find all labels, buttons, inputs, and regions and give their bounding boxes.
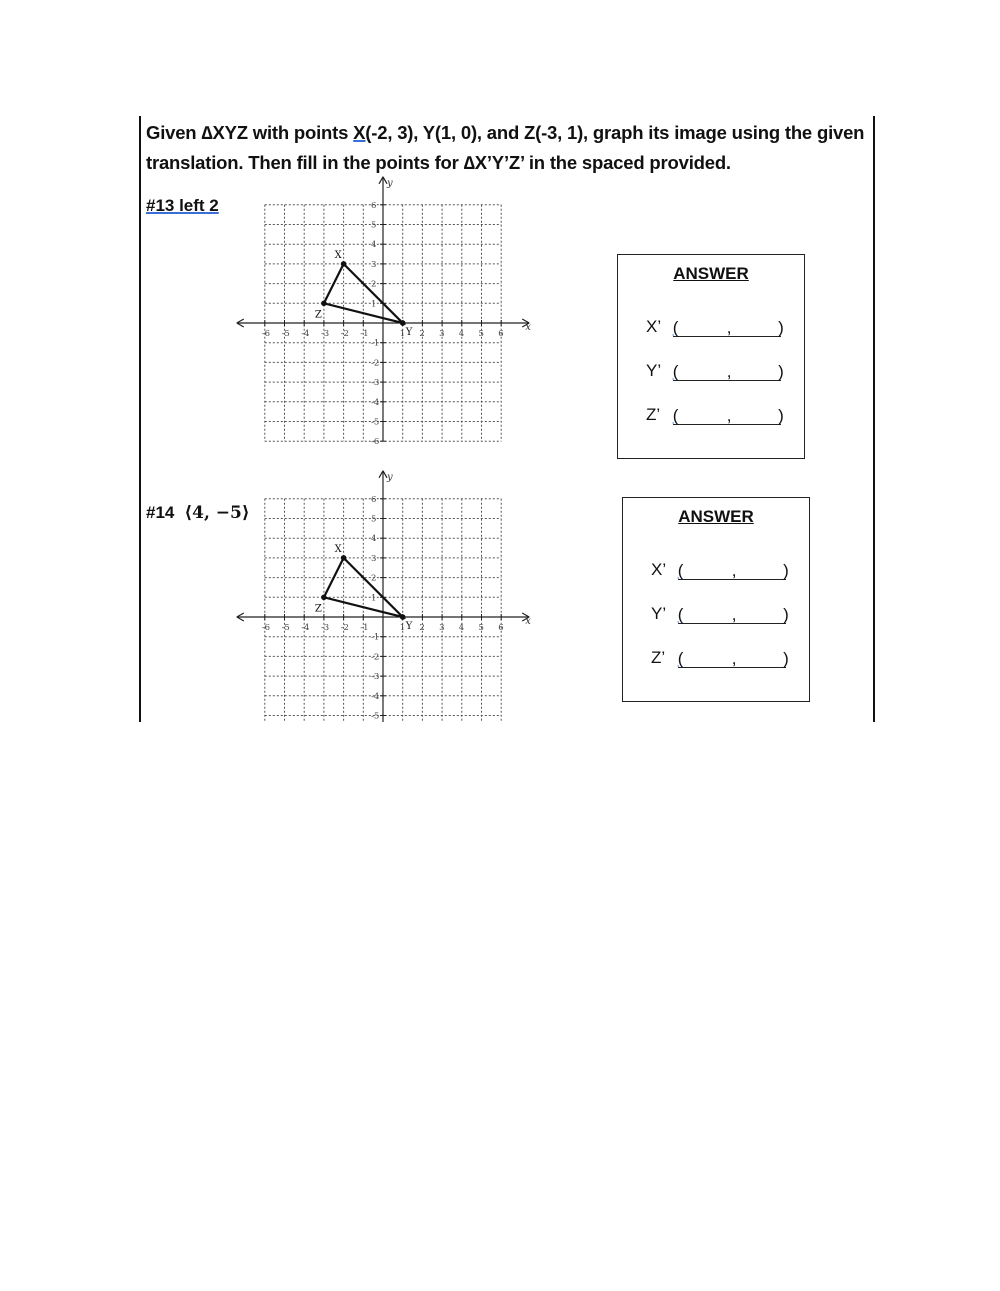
x-tick-label: -1	[360, 623, 369, 633]
answer-box-13	[617, 254, 805, 459]
x-tick-label: -5	[281, 623, 290, 633]
right-border	[873, 116, 875, 722]
answer-row-z-prime: Z’ ( , )	[651, 648, 789, 668]
answer-row-y-prime: Y’ ( , )	[646, 361, 784, 381]
x-tick-label: 1	[399, 329, 406, 339]
y-tick-label: 5	[371, 220, 377, 231]
y-tick-label: 3	[371, 259, 377, 270]
y-tick-label: -3	[371, 378, 380, 389]
y-tick-label: 5	[371, 514, 377, 525]
answer-title: ANSWER	[673, 264, 749, 283]
y-tick-label: -5	[371, 711, 380, 722]
vertex-label-z: Z	[314, 309, 322, 321]
answer-blank-x-prime[interactable]: ( , )	[672, 318, 784, 337]
x-axis-label: x	[525, 616, 531, 627]
x-tick-label: 1	[399, 623, 406, 633]
y-tick-label: 3	[371, 553, 377, 564]
x-tick-label: -6	[261, 329, 271, 339]
vertex-y	[400, 320, 406, 326]
instructions-text: Given ∆XYZ with points X(-2, 3), Y(1, 0), and Z(-3, 1), graph its image using the given translation. Then fill in the points for ∆X’Y’Z’ in the spaced provided.	[146, 122, 865, 173]
y-tick-label: -6	[371, 437, 380, 448]
vertex-label-y: Y	[405, 327, 413, 338]
vertex-label-x: X	[334, 543, 342, 555]
x-tick-label: -3	[320, 623, 330, 633]
x-tick-label: 6	[498, 329, 504, 339]
x-tick-label: -2	[340, 623, 349, 633]
y-tick-label: 1	[371, 593, 377, 604]
y-tick-label: 2	[371, 573, 377, 584]
coordinate-grid-13	[230, 172, 540, 447]
vertex-x	[341, 555, 347, 561]
answer-title: ANSWER	[678, 507, 754, 526]
y-tick-label: -2	[371, 652, 380, 663]
x-tick-label: 5	[478, 329, 484, 339]
answer-row-y-prime: Y’ ( , )	[651, 604, 789, 624]
x-tick-label: -4	[301, 623, 310, 633]
y-tick-label: 2	[371, 279, 377, 290]
y-tick-label: 1	[371, 299, 377, 310]
y-tick-label: 4	[371, 534, 377, 545]
answer-row-x-prime: X’ ( , )	[651, 560, 789, 580]
problem-14-label: #14 ⟨4, −5⟩	[146, 503, 250, 523]
x-tick-label: -2	[340, 329, 349, 339]
answer-row-x-prime: X’ ( , )	[646, 317, 784, 337]
x-tick-label: -6	[261, 623, 271, 633]
answer-blank-x-prime[interactable]: ( , )	[677, 561, 789, 580]
y-tick-label: -4	[371, 691, 380, 702]
x-tick-label: 2	[419, 329, 425, 339]
y-tick-label: -3	[371, 672, 380, 683]
x-tick-label: -5	[281, 329, 290, 339]
x-tick-label: -3	[320, 329, 330, 339]
answer-blank-y-prime[interactable]: ( , )	[677, 605, 789, 624]
y-axis-label: y	[387, 177, 393, 189]
vertex-x	[341, 261, 347, 267]
coordinate-grid-14	[230, 466, 540, 722]
x-tick-label: -1	[360, 329, 369, 339]
x-tick-label: 3	[439, 623, 445, 633]
y-tick-label: 6	[371, 200, 377, 211]
answer-row-z-prime: Z’ ( , )	[646, 405, 784, 425]
vertex-label-z: Z	[314, 603, 322, 615]
x-tick-label: 5	[478, 623, 484, 633]
y-tick-label: -4	[371, 397, 380, 408]
answer-blank-z-prime[interactable]: ( , )	[677, 649, 789, 668]
answer-blank-z-prime[interactable]: ( , )	[672, 406, 784, 425]
x-tick-label: 4	[458, 329, 465, 339]
y-tick-label: -2	[371, 358, 380, 369]
x-axis-label: x	[525, 322, 531, 333]
y-tick-label: 6	[371, 494, 377, 505]
vertex-z	[321, 595, 327, 601]
answer-blank-y-prime[interactable]: ( , )	[672, 362, 784, 381]
vertex-label-x: X	[334, 249, 342, 261]
x-tick-label: 3	[439, 329, 445, 339]
left-border	[139, 116, 141, 722]
y-tick-label: 4	[371, 240, 377, 251]
vertex-y	[400, 614, 406, 620]
y-axis-label: y	[387, 471, 393, 483]
answer-box-14	[622, 497, 810, 702]
problem-13-label: #13 left 2	[146, 196, 219, 215]
vertex-z	[321, 301, 327, 307]
y-tick-label: -5	[371, 417, 380, 428]
x-tick-label: 2	[419, 623, 425, 633]
x-tick-label: 4	[458, 623, 465, 633]
x-tick-label: -4	[301, 329, 310, 339]
x-tick-label: 6	[498, 623, 504, 633]
y-tick-label: -1	[371, 338, 380, 349]
y-tick-label: -1	[371, 632, 380, 643]
vertex-label-y: Y	[405, 621, 413, 632]
